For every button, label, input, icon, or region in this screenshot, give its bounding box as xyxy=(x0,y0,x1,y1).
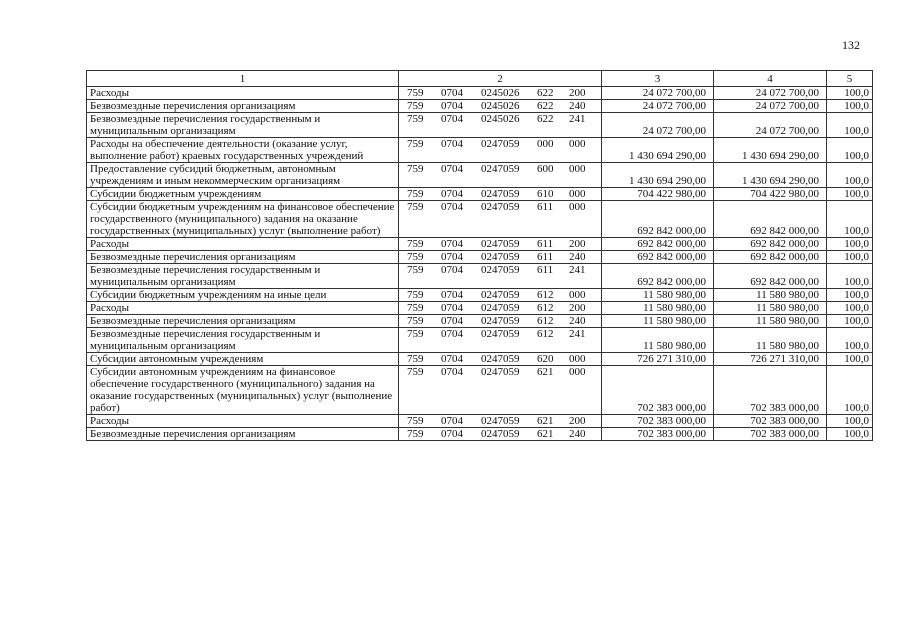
row-code xyxy=(399,188,602,201)
amount-actual: 726 271 310,00 xyxy=(714,353,827,366)
row-code xyxy=(399,328,602,353)
code-part: 611 xyxy=(537,238,554,250)
amount-actual: 702 383 000,00 xyxy=(714,366,827,415)
row-name: Расходы xyxy=(87,87,399,100)
code-part: 0704 xyxy=(441,238,463,250)
table-row xyxy=(87,264,873,289)
code-part: 0247059 xyxy=(481,315,520,327)
table-header-row xyxy=(87,71,873,87)
row-name: Субсидии бюджетным учреждениям на иные цели xyxy=(87,289,399,302)
code-part: 0247059 xyxy=(481,238,520,250)
amount-plan: 11 580 980,00 xyxy=(602,289,714,302)
code-part: 0704 xyxy=(441,113,463,125)
row-name: Безвозмездные перечисления государственным и муниципальным организациям xyxy=(87,264,399,289)
code-part: 0247059 xyxy=(481,366,520,378)
amount-plan: 692 842 000,00 xyxy=(602,201,714,238)
amount-plan: 11 580 980,00 xyxy=(602,315,714,328)
code-part: 0704 xyxy=(441,289,463,301)
amount-actual: 11 580 980,00 xyxy=(714,289,827,302)
code-part: 0704 xyxy=(441,353,463,365)
code-part: 0245026 xyxy=(481,87,520,99)
percent-executed: 100,0 xyxy=(827,428,873,441)
row-code xyxy=(399,251,602,264)
code-part: 0247059 xyxy=(481,163,520,175)
percent-executed: 100,0 xyxy=(827,188,873,201)
row-name: Субсидии бюджетным учреждениям xyxy=(87,188,399,201)
percent-executed: 100,0 xyxy=(827,113,873,138)
code-part: 241 xyxy=(569,113,586,125)
column-header: 4 xyxy=(714,71,827,87)
row-code xyxy=(399,100,602,113)
code-part: 621 xyxy=(537,366,554,378)
code-part: 240 xyxy=(569,315,586,327)
code-part: 612 xyxy=(537,289,554,301)
amount-actual: 702 383 000,00 xyxy=(714,428,827,441)
table-row xyxy=(87,415,873,428)
code-part: 759 xyxy=(407,366,424,378)
table-row xyxy=(87,315,873,328)
amount-plan: 1 430 694 290,00 xyxy=(602,138,714,163)
row-code xyxy=(399,113,602,138)
code-part: 0247059 xyxy=(481,188,520,200)
amount-actual: 24 072 700,00 xyxy=(714,87,827,100)
code-part: 612 xyxy=(537,328,554,340)
row-code xyxy=(399,163,602,188)
code-part: 611 xyxy=(537,251,554,263)
code-part: 0247059 xyxy=(481,428,520,440)
amount-actual: 24 072 700,00 xyxy=(714,100,827,113)
amount-plan: 24 072 700,00 xyxy=(602,113,714,138)
code-part: 600 xyxy=(537,163,554,175)
amount-plan: 11 580 980,00 xyxy=(602,302,714,315)
code-part: 759 xyxy=(407,315,424,327)
column-header: 1 xyxy=(87,71,399,87)
percent-executed: 100,0 xyxy=(827,302,873,315)
page-number: 132 xyxy=(842,38,860,52)
code-part: 0247059 xyxy=(481,302,520,314)
code-part: 759 xyxy=(407,428,424,440)
code-part: 0704 xyxy=(441,302,463,314)
amount-actual: 1 430 694 290,00 xyxy=(714,138,827,163)
code-part: 622 xyxy=(537,113,554,125)
code-part: 759 xyxy=(407,328,424,340)
code-part: 000 xyxy=(569,353,586,365)
code-part: 241 xyxy=(569,328,586,340)
code-part: 759 xyxy=(407,188,424,200)
code-part: 759 xyxy=(407,251,424,263)
row-code xyxy=(399,315,602,328)
row-code xyxy=(399,428,602,441)
code-part: 000 xyxy=(569,366,586,378)
code-part: 0704 xyxy=(441,328,463,340)
code-part: 0247059 xyxy=(481,251,520,263)
code-part: 759 xyxy=(407,302,424,314)
amount-plan: 702 383 000,00 xyxy=(602,366,714,415)
code-part: 0245026 xyxy=(481,100,520,112)
table-row xyxy=(87,238,873,251)
code-part: 0245026 xyxy=(481,113,520,125)
code-part: 759 xyxy=(407,100,424,112)
code-part: 240 xyxy=(569,428,586,440)
percent-executed: 100,0 xyxy=(827,289,873,302)
code-part: 0247059 xyxy=(481,201,520,213)
percent-executed: 100,0 xyxy=(827,328,873,353)
amount-actual: 24 072 700,00 xyxy=(714,113,827,138)
table-row xyxy=(87,138,873,163)
row-code xyxy=(399,87,602,100)
amount-plan: 24 072 700,00 xyxy=(602,100,714,113)
code-part: 000 xyxy=(537,138,554,150)
amount-plan: 692 842 000,00 xyxy=(602,264,714,289)
code-part: 200 xyxy=(569,415,586,427)
row-code xyxy=(399,201,602,238)
code-part: 759 xyxy=(407,138,424,150)
amount-actual: 692 842 000,00 xyxy=(714,238,827,251)
table-row xyxy=(87,251,873,264)
code-part: 759 xyxy=(407,415,424,427)
code-part: 759 xyxy=(407,163,424,175)
table-row xyxy=(87,87,873,100)
table-row xyxy=(87,328,873,353)
percent-executed: 100,0 xyxy=(827,201,873,238)
row-name: Расходы xyxy=(87,415,399,428)
row-name: Расходы xyxy=(87,302,399,315)
code-part: 240 xyxy=(569,100,586,112)
code-part: 0704 xyxy=(441,251,463,263)
code-part: 0704 xyxy=(441,315,463,327)
code-part: 622 xyxy=(537,87,554,99)
percent-executed: 100,0 xyxy=(827,100,873,113)
code-part: 240 xyxy=(569,251,586,263)
percent-executed: 100,0 xyxy=(827,353,873,366)
percent-executed: 100,0 xyxy=(827,415,873,428)
column-header: 2 xyxy=(399,71,602,87)
row-name: Безвозмездные перечисления государственным и муниципальным организациям xyxy=(87,328,399,353)
table-row xyxy=(87,113,873,138)
percent-executed: 100,0 xyxy=(827,138,873,163)
row-name: Безвозмездные перечисления государственным и муниципальным организациям xyxy=(87,113,399,138)
table-row xyxy=(87,428,873,441)
row-code xyxy=(399,353,602,366)
table-row xyxy=(87,100,873,113)
code-part: 0247059 xyxy=(481,328,520,340)
amount-actual: 702 383 000,00 xyxy=(714,415,827,428)
code-part: 0704 xyxy=(441,264,463,276)
code-part: 0704 xyxy=(441,201,463,213)
code-part: 621 xyxy=(537,428,554,440)
row-name: Безвозмездные перечисления организациям xyxy=(87,428,399,441)
row-name: Расходы xyxy=(87,238,399,251)
code-part: 0704 xyxy=(441,163,463,175)
table-row xyxy=(87,201,873,238)
percent-executed: 100,0 xyxy=(827,163,873,188)
amount-actual: 692 842 000,00 xyxy=(714,264,827,289)
code-part: 200 xyxy=(569,87,586,99)
amount-plan: 11 580 980,00 xyxy=(602,328,714,353)
code-part: 759 xyxy=(407,87,424,99)
code-part: 611 xyxy=(537,201,554,213)
row-name: Субсидии автономным учреждениям xyxy=(87,353,399,366)
row-code xyxy=(399,366,602,415)
code-part: 610 xyxy=(537,188,554,200)
percent-executed: 100,0 xyxy=(827,366,873,415)
table-row xyxy=(87,302,873,315)
code-part: 0704 xyxy=(441,188,463,200)
code-part: 000 xyxy=(569,289,586,301)
table-row xyxy=(87,188,873,201)
column-header: 5 xyxy=(827,71,873,87)
code-part: 0704 xyxy=(441,138,463,150)
amount-plan: 704 422 980,00 xyxy=(602,188,714,201)
code-part: 0247059 xyxy=(481,138,520,150)
code-part: 0704 xyxy=(441,415,463,427)
amount-actual: 692 842 000,00 xyxy=(714,201,827,238)
table-body xyxy=(87,87,873,441)
amount-plan: 692 842 000,00 xyxy=(602,251,714,264)
row-code xyxy=(399,238,602,251)
percent-executed: 100,0 xyxy=(827,87,873,100)
row-code xyxy=(399,302,602,315)
row-name: Безвозмездные перечисления организациям xyxy=(87,100,399,113)
table-row xyxy=(87,289,873,302)
code-part: 0704 xyxy=(441,428,463,440)
row-name: Расходы на обеспечение деятельности (оказание услуг, выполнение работ) краевых государственных учреждений xyxy=(87,138,399,163)
row-code xyxy=(399,264,602,289)
amount-actual: 11 580 980,00 xyxy=(714,328,827,353)
code-part: 000 xyxy=(569,138,586,150)
code-part: 0247059 xyxy=(481,289,520,301)
amount-actual: 11 580 980,00 xyxy=(714,315,827,328)
row-name: Безвозмездные перечисления организациям xyxy=(87,315,399,328)
code-part: 200 xyxy=(569,238,586,250)
code-part: 241 xyxy=(569,264,586,276)
percent-executed: 100,0 xyxy=(827,315,873,328)
code-part: 622 xyxy=(537,100,554,112)
code-part: 759 xyxy=(407,201,424,213)
amount-plan: 702 383 000,00 xyxy=(602,428,714,441)
amount-plan: 24 072 700,00 xyxy=(602,87,714,100)
code-part: 612 xyxy=(537,302,554,314)
percent-executed: 100,0 xyxy=(827,251,873,264)
code-part: 0704 xyxy=(441,87,463,99)
amount-plan: 1 430 694 290,00 xyxy=(602,163,714,188)
code-part: 759 xyxy=(407,353,424,365)
code-part: 000 xyxy=(569,188,586,200)
code-part: 621 xyxy=(537,415,554,427)
row-code xyxy=(399,138,602,163)
code-part: 611 xyxy=(537,264,554,276)
code-part: 0247059 xyxy=(481,415,520,427)
percent-executed: 100,0 xyxy=(827,238,873,251)
row-code xyxy=(399,415,602,428)
row-name: Предоставление субсидий бюджетным, автономным учреждениям и иным некоммерческим организациям xyxy=(87,163,399,188)
row-name: Субсидии автономным учреждениям на финансовое обеспечение государственного (муниципального) задания на оказание государственных (муниципальных) услуг (выполнение работ) xyxy=(87,366,399,415)
amount-plan: 702 383 000,00 xyxy=(602,415,714,428)
budget-table xyxy=(86,70,873,441)
code-part: 759 xyxy=(407,113,424,125)
code-part: 759 xyxy=(407,289,424,301)
code-part: 0704 xyxy=(441,366,463,378)
code-part: 759 xyxy=(407,264,424,276)
code-part: 000 xyxy=(569,201,586,213)
amount-plan: 692 842 000,00 xyxy=(602,238,714,251)
percent-executed: 100,0 xyxy=(827,264,873,289)
code-part: 0247059 xyxy=(481,353,520,365)
row-name: Безвозмездные перечисления организациям xyxy=(87,251,399,264)
code-part: 0704 xyxy=(441,100,463,112)
row-name: Субсидии бюджетным учреждениям на финансовое обеспечение государственного (муниципального) задания на оказание государственных (муниципальных) услуг (выполнение работ) xyxy=(87,201,399,238)
amount-actual: 1 430 694 290,00 xyxy=(714,163,827,188)
row-code xyxy=(399,289,602,302)
code-part: 000 xyxy=(569,163,586,175)
code-part: 620 xyxy=(537,353,554,365)
table-row xyxy=(87,353,873,366)
code-part: 200 xyxy=(569,302,586,314)
amount-actual: 11 580 980,00 xyxy=(714,302,827,315)
table-row xyxy=(87,366,873,415)
amount-actual: 692 842 000,00 xyxy=(714,251,827,264)
table-row xyxy=(87,163,873,188)
code-part: 612 xyxy=(537,315,554,327)
amount-actual: 704 422 980,00 xyxy=(714,188,827,201)
code-part: 0247059 xyxy=(481,264,520,276)
code-part: 759 xyxy=(407,238,424,250)
amount-plan: 726 271 310,00 xyxy=(602,353,714,366)
column-header: 3 xyxy=(602,71,714,87)
